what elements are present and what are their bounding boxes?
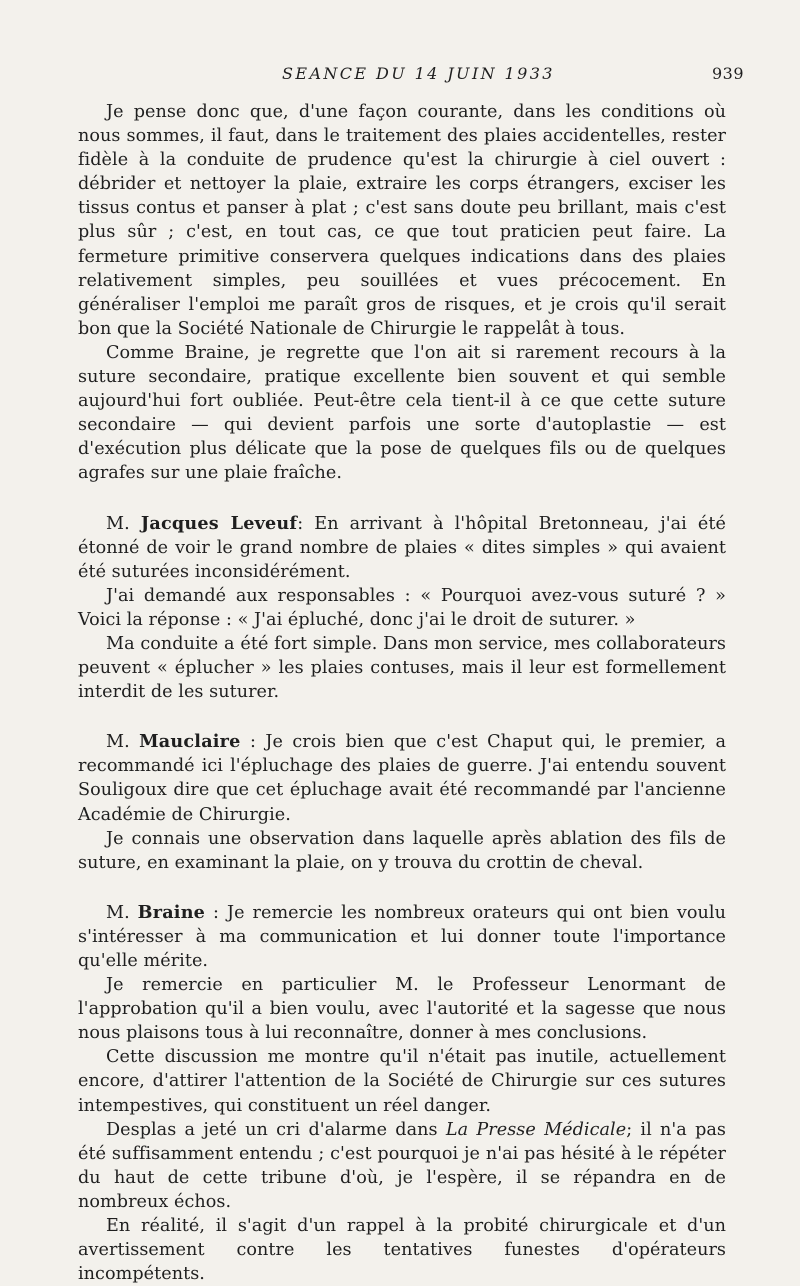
speech-paragraph	[78, 1118, 726, 1214]
speech-opening	[78, 901, 726, 973]
speaker-name: Mauclaire	[139, 731, 241, 753]
paragraph-text: ; il n'a pas été suffisamment entendu ; c'est pourquoi je n'ai pas hésité à le répéter du haut de cette tribune d'où, je l'espère, il se répandra en de nombreux échos.	[78, 1119, 727, 1212]
speaker-prefix: M.	[106, 732, 140, 753]
speech-braine	[78, 901, 726, 1286]
document-body	[78, 100, 726, 1286]
speech-opening	[78, 730, 726, 826]
speech-mauclaire	[78, 730, 726, 875]
journal-title: La Presse Médicale	[445, 1119, 627, 1140]
speech-paragraph: Je connais une observation dans laquelle après ablation des fils de suture, en examinant la plaie, on y trouva du crottin de cheval.	[78, 828, 726, 873]
intro-section	[78, 100, 726, 486]
speech-paragraph: Ma conduite a été fort simple. Dans mon service, mes collaborateurs peuvent « éplucher » les plaies contuses, mais il leur est formellement interdit de les suturer.	[78, 633, 726, 703]
speech-paragraph: Cette discussion me montre qu'il n'était pas inutile, actuellement encore, d'attirer l'attention de la Société de Chirurgie sur ces sutures intempestives, qui constituent un réel danger.	[78, 1047, 726, 1116]
intro-paragraph: Je pense donc que, d'une façon courante, dans les conditions où nous sommes, il faut, dans le traitement des plaies accidentelles, rester fidèle à la conduite de prudence qu'est la chirurgie à ciel ouvert : débrider et nettoyer la plaie, extraire les corps étrangers, exciser les tissus contus et panser à plat ; c'est sans doute peu brillant, mais c'est plus sûr ; c'est, en tout cas, ce que tout praticien peut faire. La fermeture primitive conservera quelques indications dans des plaies relativement simples, peu souillées et vues précocement. En généraliser l'emploi me paraît gros de risques, et je crois qu'il serait bon que la Société Nationale de Chirurgie le rappelât à tous.	[78, 102, 726, 339]
speech-lead: : En arrivant à l'hôpital Bretonneau, j'ai été étonné de voir le grand nombre de plaies « dites simples » qui avaient été suturées inconsidérément.	[78, 513, 726, 582]
speech-paragraph: Je remercie en particulier M. le Professeur Lenormant de l'approbation qu'il a bien voulu, avec l'autorité et la sagesse que nous nous plaisons tous à lui reconnaître, donner à mes conclusions.	[78, 975, 726, 1044]
speech-opening	[78, 512, 726, 584]
speaker-prefix: M.	[106, 513, 141, 534]
speech-lead: : Je remercie les nombreux orateurs qui ont bien voulu s'intéresser à ma communication et lui donner toute l'importance qu'elle mérite.	[78, 902, 726, 971]
intro-paragraph: Comme Braine, je regrette que l'on ait si rarement recours à la suture secondaire, pratique excellente bien souvent et qui semble aujourd'hui fort oubliée. Peut-être cela tient-il à ce que cette suture secondaire — qui devient parfois une sorte d'autoplastie — est d'exécution plus délicate que la pose de quelques fils ou de quelques agrafes sur une plaie fraîche.	[78, 342, 726, 484]
page-number: 939	[711, 64, 744, 83]
speaker-name: Jacques Leveuf	[140, 512, 298, 534]
speech-lead: : Je crois bien que c'est Chaput qui, le premier, a recommandé ici l'épluchage des plaies de guerre. J'ai entendu souvent Souligoux dire que cet épluchage avait été recommandé par l'ancienne Académie de Chirurgie.	[78, 732, 726, 825]
speech-paragraph: En réalité, il s'agit d'un rappel à la probité chirurgicale et d'un avertissement contre les tentatives funestes d'opérateurs incompétents.	[78, 1216, 726, 1285]
speech-paragraph: J'ai demandé aux responsables : « Pourquoi avez-vous suturé ? » Voici la réponse : « J'ai épluché, donc j'ai le droit de suturer. »	[78, 585, 726, 630]
running-title: SEANCE DU 14 JUIN 1933	[282, 64, 555, 83]
paragraph-text: Desplas a jeté un cri d'alarme dans	[106, 1119, 446, 1140]
speaker-name: Braine	[137, 901, 206, 923]
page-header	[0, 64, 800, 88]
speaker-prefix: M.	[106, 902, 138, 923]
speech-leveuf	[78, 512, 726, 705]
